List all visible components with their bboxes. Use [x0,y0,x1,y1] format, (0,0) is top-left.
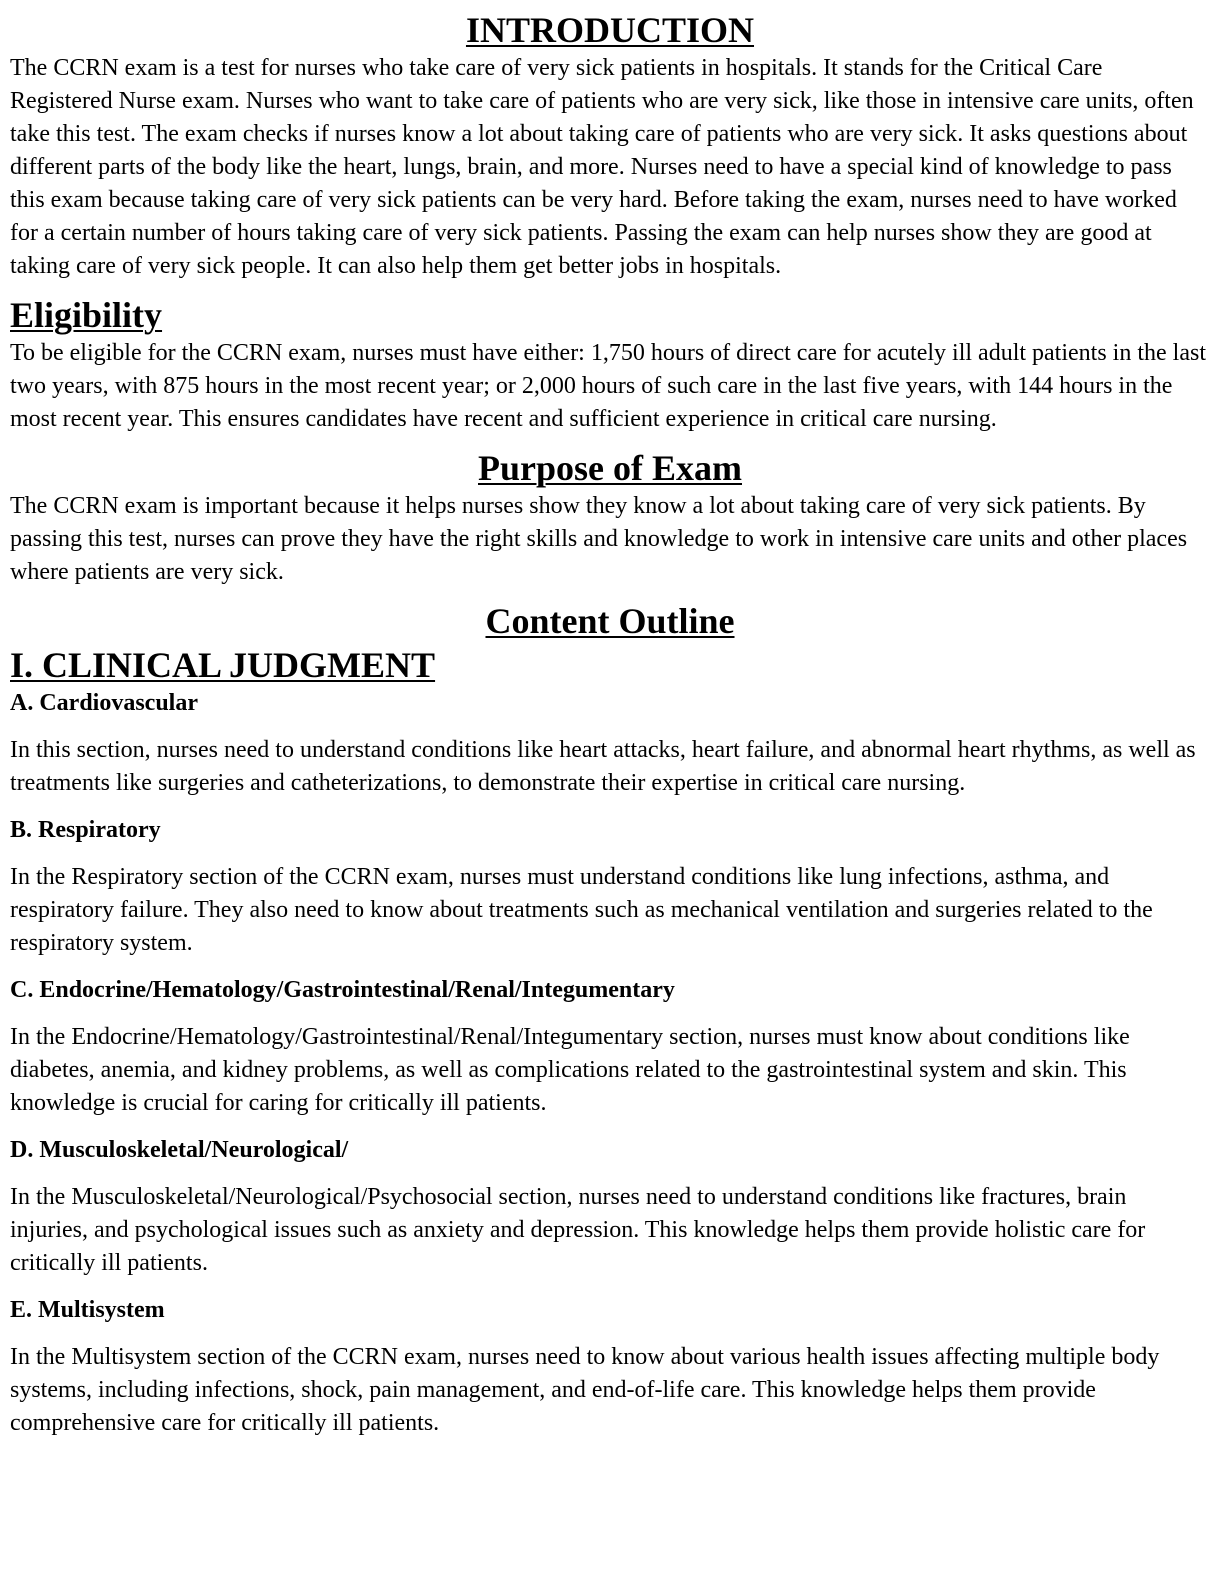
document-page [10,8,1210,1440]
content-outline-heading: Content Outline [485,601,735,641]
subsection-title-respiratory: B. Respiratory [10,817,161,843]
subsection-body-cardiovascular: In this section, nurses need to understand conditions like heart attacks, heart failure, and abnormal heart rhythms, as well as treatments like surgeries and catheterizations, to demonstrate their expertise in critical care nursing. [10,737,1196,796]
eligibility-heading: Eligibility [10,295,163,335]
introduction-body: The CCRN exam is a test for nurses who take care of very sick patients in hospitals. It stands for the Critical Care Registered Nurse exam. Nurses who want to take care of patients who are very sick, like those in intensive care units, often take this test. The exam checks if nurses know a lot about taking care of patients who are very sick. It asks questions about different parts of the body like the heart, lungs, brain, and more. Nurses need to have a special kind of knowledge to pass this exam because taking care of very sick patients can be very hard. Before taking the exam, nurses need to have worked for a certain number of hours taking care of very sick patients. Passing the exam can help nurses show they are good at taking care of very sick people. It can also help them get better jobs in hospitals. [10,55,1194,279]
subsection-body-endocrine: In the Endocrine/Hematology/Gastrointestinal/Renal/Integumentary section, nurses must know about conditions like diabetes, anemia, and kidney problems, as well as complications related to the gastrointestinal system and skin. This knowledge is crucial for caring for critically ill patients. [10,1024,1130,1116]
subsection-body-multisystem: In the Multisystem section of the CCRN exam, nurses need to know about various health issues affecting multiple body systems, including infections, shock, pain management, and end-of-life care. This knowledge helps them provide comprehensive care for critically ill patients. [10,1344,1160,1436]
subsection-title-musculoskeletal: D. Musculoskeletal/Neurological/ [10,1137,349,1163]
clinical-judgment-heading: I. CLINICAL JUDGMENT [10,645,436,685]
eligibility-body: To be eligible for the CCRN exam, nurses must have either: 1,750 hours of direct care for acutely ill adult patients in the last two years, with 875 hours in the most recent year; or 2,000 hours of such care in the last five years, with 144 hours in the most recent year. This ensures candidates have recent and sufficient experience in critical care nursing. [10,340,1206,432]
subsection-title-cardiovascular: A. Cardiovascular [10,690,198,716]
subsection-title-endocrine: C. Endocrine/Hematology/Gastrointestinal/Renal/Integumentary [10,977,675,1003]
subsection-body-musculoskeletal: In the Musculoskeletal/Neurological/Psychosocial section, nurses need to understand conditions like fractures, brain injuries, and psychological issues such as anxiety and depression. This knowledge helps them provide holistic care for critically ill patients. [10,1184,1146,1276]
introduction-heading: INTRODUCTION [465,10,755,50]
subsection-title-multisystem: E. Multisystem [10,1297,165,1323]
subsection-body-respiratory: In the Respiratory section of the CCRN exam, nurses must understand conditions like lung infections, asthma, and respiratory failure. They also need to know about treatments such as mechanical ventilation and surgeries related to the respiratory system. [10,864,1153,956]
purpose-heading: Purpose of Exam [478,448,742,488]
purpose-body: The CCRN exam is important because it helps nurses show they know a lot about taking care of very sick patients. By passing this test, nurses can prove they have the right skills and knowledge to work in intensive care units and other places where patients are very sick. [10,493,1188,585]
